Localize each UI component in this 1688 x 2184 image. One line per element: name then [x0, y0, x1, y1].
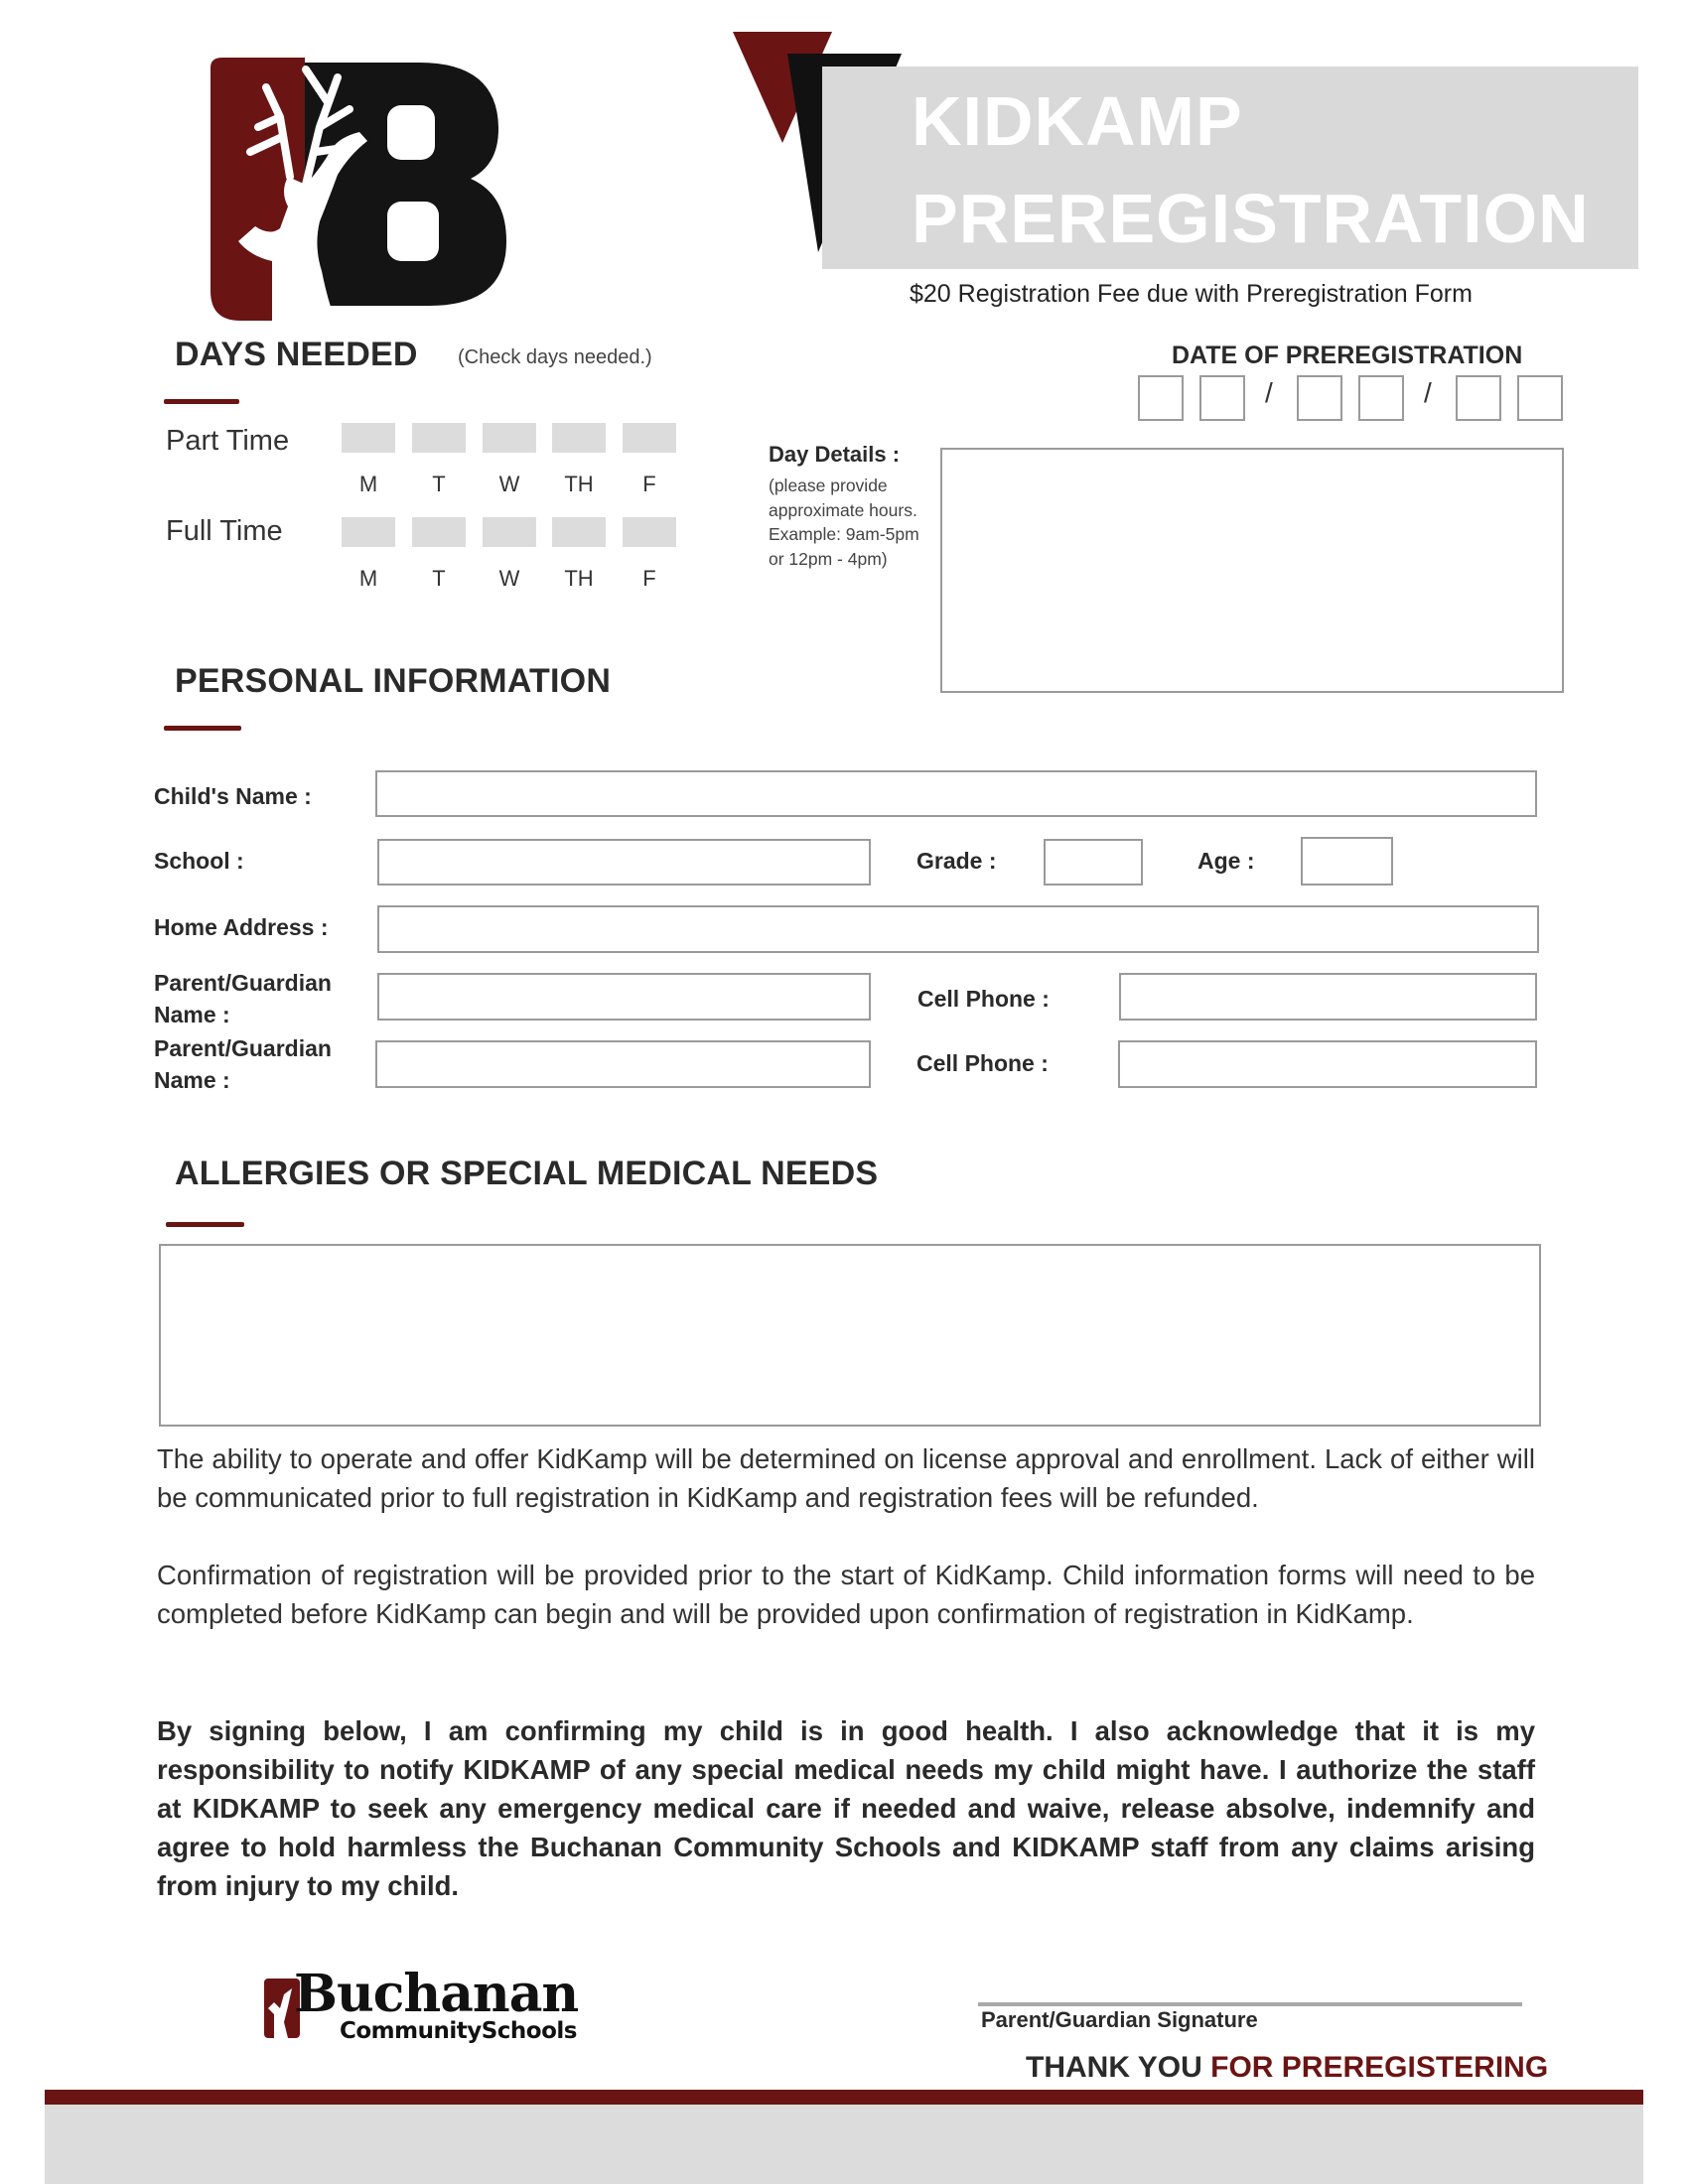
full-time-check-tue[interactable] — [412, 517, 466, 547]
full-time-check-mon[interactable] — [342, 517, 395, 547]
child-name-field[interactable] — [375, 770, 1537, 817]
stag-b-logo-icon — [211, 58, 508, 326]
day-details-field[interactable] — [940, 448, 1564, 693]
guardian2-name-label — [154, 1032, 332, 1096]
date-month-digit2[interactable] — [1199, 375, 1245, 421]
guardian-label-line2: Name : — [154, 1067, 230, 1093]
date-year-digit1[interactable] — [1456, 375, 1501, 421]
day-label-wed: W — [498, 566, 520, 591]
date-of-prereg-title: DATE OF PREREGISTRATION — [1172, 341, 1523, 369]
part-time-check-mon[interactable] — [342, 423, 395, 453]
date-year-digit2[interactable] — [1517, 375, 1563, 421]
day-label-mon: M — [358, 472, 378, 496]
home-address-label: Home Address : — [154, 914, 329, 940]
buchanan-logo-sub: CommunitySchools — [340, 2018, 577, 2044]
personal-info-title: PERSONAL INFORMATION — [175, 662, 612, 700]
signature-label: Parent/Guardian Signature — [981, 2007, 1258, 2032]
guardian-label-line1: Parent/Guardian — [154, 1035, 332, 1061]
day-label-fri: F — [642, 472, 656, 496]
school-label: School : — [154, 848, 244, 874]
guardian-label-line1: Parent/Guardian — [154, 970, 332, 996]
date-day-digit1[interactable] — [1297, 375, 1342, 421]
thank-you-dark: THANK YOU — [1026, 2051, 1202, 2084]
home-address-field[interactable] — [377, 905, 1539, 953]
part-time-check-tue[interactable] — [412, 423, 466, 453]
part-time-check-wed[interactable] — [483, 423, 536, 453]
date-month-digit1[interactable] — [1138, 375, 1184, 421]
day-label-thu: TH — [564, 566, 594, 591]
cell-phone1-label: Cell Phone : — [917, 986, 1050, 1012]
child-name-label: Child's Name : — [154, 783, 312, 809]
cell-phone1-field[interactable] — [1119, 973, 1537, 1021]
day-label-fri: F — [642, 566, 656, 591]
day-details-hint-line: (please provide — [769, 476, 888, 495]
buchanan-logo — [264, 1964, 641, 2052]
buchanan-logo-name: Buchanan — [294, 1964, 579, 2024]
days-needed-hint: (Check days needed.) — [458, 346, 652, 368]
day-label-wed: W — [498, 472, 520, 496]
age-field[interactable] — [1301, 837, 1393, 886]
guardian1-name-label — [154, 967, 332, 1030]
age-label: Age : — [1197, 848, 1255, 874]
date-separator: / — [1424, 377, 1432, 408]
days-needed-title: DAYS NEEDED — [175, 336, 418, 373]
allergies-title: ALLERGIES OR SPECIAL MEDICAL NEEDS — [175, 1155, 879, 1192]
grade-label: Grade : — [916, 848, 997, 874]
guardian1-name-field[interactable] — [377, 973, 871, 1021]
day-label-mon: M — [358, 566, 378, 591]
day-details-hint-line: Example: 9am-5pm — [769, 524, 919, 544]
confirmation-paragraph: Confirmation of registration will be provided prior to the start of KidKamp. Child information forms will need to be completed before KidKamp can begin and will be provided upon confirmation of registration in KidKamp. — [157, 1560, 1535, 1629]
part-time-check-thu[interactable] — [552, 423, 606, 453]
footer-maroon-bar — [45, 2090, 1643, 2105]
page-title-line2: PREREGISTRATION — [912, 180, 1590, 257]
cell-phone2-label: Cell Phone : — [916, 1050, 1049, 1076]
footer-gray-band — [45, 2105, 1643, 2184]
part-time-label: Part Time — [166, 425, 290, 457]
part-time-check-fri[interactable] — [623, 423, 676, 453]
thank-you — [1026, 2051, 1548, 2085]
day-details-hint-line: approximate hours. — [769, 499, 917, 520]
days-needed-underline — [164, 399, 239, 404]
cell-phone2-field[interactable] — [1118, 1040, 1537, 1088]
license-paragraph: The ability to operate and offer KidKamp will be determined on license approval and enrollment. Lack of either will be communicated prior to full registration in KidKamp and registration fees will be refunded. — [157, 1443, 1535, 1513]
full-time-check-fri[interactable] — [623, 517, 676, 547]
signature-line — [978, 2002, 1522, 2006]
day-details-label: Day Details : — [769, 442, 901, 467]
date-separator: / — [1265, 377, 1273, 408]
day-details-hint — [769, 474, 919, 571]
fee-note: $20 Registration Fee due with Preregistration Form — [910, 280, 1473, 308]
day-details-hint-line: or 12pm - 4pm) — [769, 548, 888, 569]
grade-field[interactable] — [1044, 839, 1143, 886]
consent-paragraph: By signing below, I am confirming my child is in good health. I also acknowledge that it is my responsibility to notify KIDKAMP of any special medical needs my child might have. I authorize the staff at KIDKAMP to seek any emergency medical care if needed and waive, release absolve, indemnify and agree to hold harmless the Buchanan Community Schools and KIDKAMP staff from any claims arising from injury to my child. — [157, 1715, 1535, 1901]
day-label-thu: TH — [564, 472, 594, 496]
full-time-label: Full Time — [166, 515, 283, 547]
school-field[interactable] — [377, 839, 871, 886]
allergies-field[interactable] — [159, 1244, 1541, 1427]
full-time-check-wed[interactable] — [483, 517, 536, 547]
thank-you-red: FOR PREREGISTERING — [1210, 2051, 1549, 2084]
date-day-digit2[interactable] — [1358, 375, 1404, 421]
page-title-line1: KIDKAMP — [912, 82, 1243, 160]
guardian2-name-field[interactable] — [375, 1040, 871, 1088]
personal-info-underline — [164, 726, 241, 731]
guardian-label-line2: Name : — [154, 1002, 230, 1027]
allergies-underline — [166, 1222, 244, 1227]
day-label-tue: T — [432, 472, 446, 496]
day-label-tue: T — [432, 566, 446, 591]
full-time-check-thu[interactable] — [552, 517, 606, 547]
